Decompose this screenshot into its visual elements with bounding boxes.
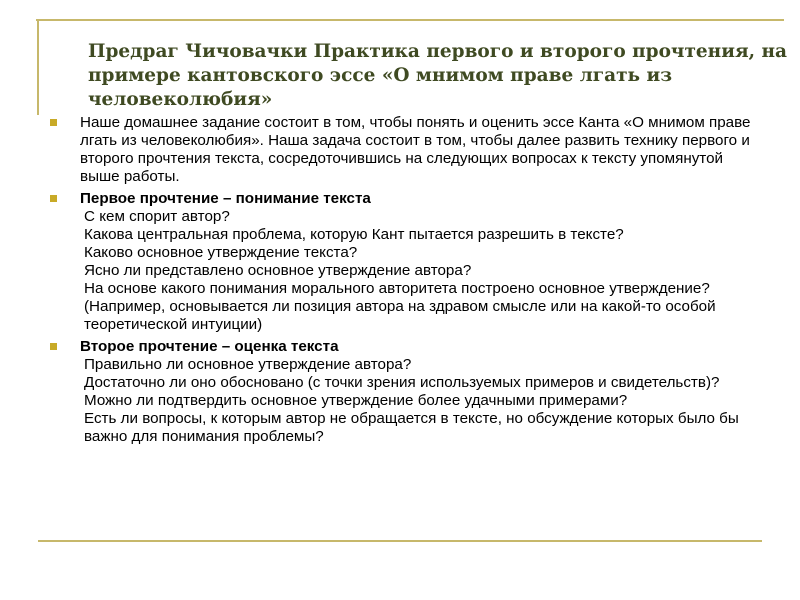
slide-title: Предраг Чичовачки Практика первого и второго прочтения, на примере кантовского эссе «О мнимом праве лгать из человеколюбия» xyxy=(88,41,788,110)
bullet-square-icon xyxy=(50,195,57,202)
bullet-square-icon xyxy=(50,343,57,350)
second-reading-heading: Второе прочтение – оценка текста xyxy=(80,338,339,355)
question-line: Правильно ли основное утверждение автора? xyxy=(84,356,412,373)
first-reading-heading: Первое прочтение – понимание текста xyxy=(80,190,371,207)
question-line: Достаточно ли оно обосновано (с точки зрения используемых примеров и свидетельств)? xyxy=(84,374,720,391)
question-line: Можно ли подтвердить основное утверждение более удачными примерами? xyxy=(84,392,628,409)
question-line: Какова центральная проблема, которую Кант пытается разрешить в тексте? xyxy=(84,226,624,243)
bullet-intro xyxy=(46,114,766,186)
question-line: Ясно ли представлено основное утверждение автора? xyxy=(84,262,472,279)
question-line: Каково основное утверждение текста? xyxy=(84,244,358,261)
frame-bottom-line xyxy=(38,540,762,542)
question-line: С кем спорит автор? xyxy=(84,208,230,225)
slide-content xyxy=(46,114,766,450)
intro-text: Наше домашнее задание состоит в том, чтобы понять и оценить эссе Канта «О мнимом праве лгать из человеколюбия». Наша задача состоит в том, чтобы далее развить технику первого и второго прочтения текста, сосредоточившись на следующих вопросах к тексту упомянутой выше работы. xyxy=(80,114,751,185)
question-line: На основе какого понимания морального авторитета построено основное утверждение? (Например, основывается ли позиция автора на здравом смысле или на какой-то особой теоретической интуиции) xyxy=(84,280,716,333)
bullet-first-reading xyxy=(46,190,766,334)
frame-top-line xyxy=(36,19,784,21)
bullet-square-icon xyxy=(50,119,57,126)
question-line: Есть ли вопросы, к которым автор не обращается в тексте, но обсуждение которых было бы важно для понимания проблемы? xyxy=(84,410,739,445)
bullet-second-reading xyxy=(46,338,766,446)
frame-left-line xyxy=(37,19,39,115)
